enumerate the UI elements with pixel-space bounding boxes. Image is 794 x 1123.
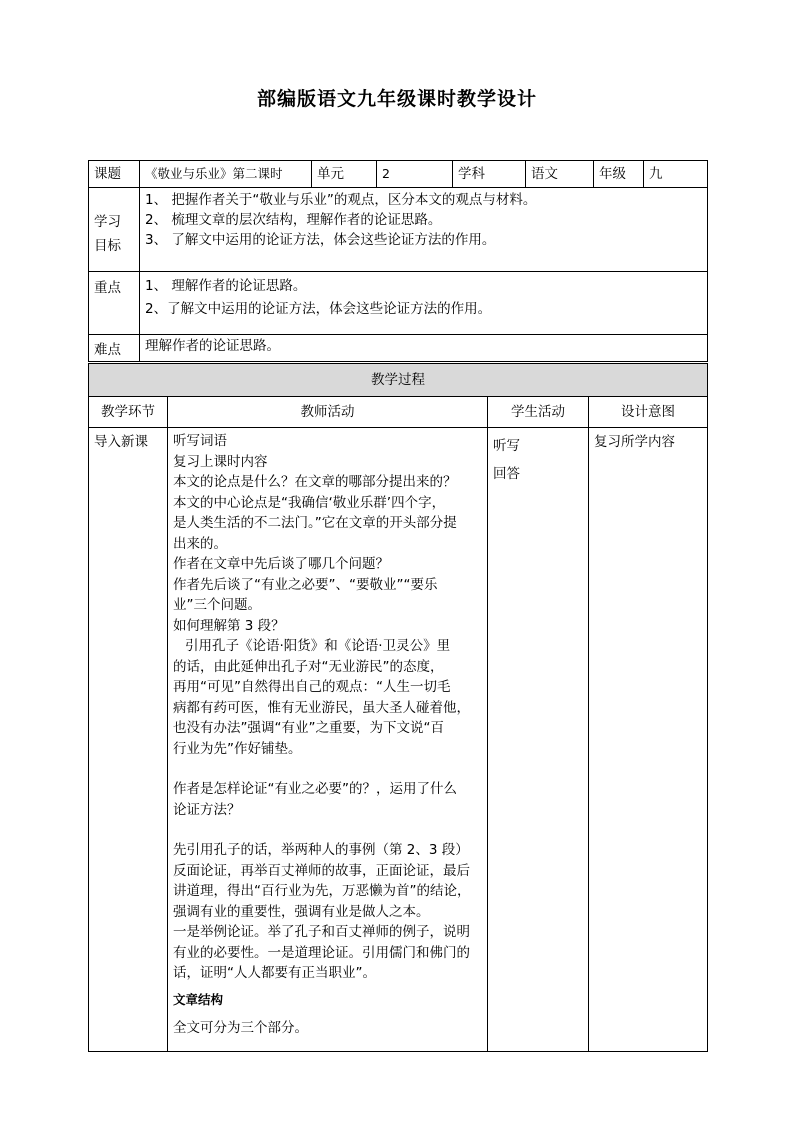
objective-item: 3、 了解文中运用的论证方法，体会这些论证方法的作用。 [145,232,496,248]
teacher-line: 复习上课时内容 [173,453,268,470]
student-line: 听写 [493,438,520,454]
col-student-header: 学生活动 [488,397,589,428]
teacher-line: 先引用孔子的话，举两种人的事例（第 2、3 段） [173,842,469,858]
objective-item: 2、 梳理文章的层次结构，理解作者的论证思路。 [145,212,442,228]
teacher-line: 作者先后谈了“有业之必要”、“要敬业”“要乐 [173,576,438,593]
key-points-label: 重点 [89,272,140,335]
teacher-line: 病都有药可医，惟有无业游民，虽大圣人碰着他， [173,699,470,716]
page-title: 部编版语文九年级课时教学设计 [256,88,537,110]
topic-value: 《敬业与乐业》第二课时 [140,161,312,188]
step-cell: 导入新课 [89,428,168,1052]
header-row [89,161,708,188]
teacher-line: 强调有业的重要性，强调有业是做人之本。 [173,903,430,920]
blank-line [173,1010,487,1018]
difficulty-row [89,335,708,362]
grade-label: 年级 [594,161,644,188]
teacher-line: 作者是怎样论证“有业之必要”的？，运用了什么 [173,781,457,797]
student-activity-cell [488,428,589,1052]
key-points-row [89,272,708,335]
student-line: 回答 [493,466,520,482]
key-point-item: 2、了解文中运用的论证方法，体会这些论证方法的作用。 [145,301,492,317]
objectives-row [89,188,708,272]
teacher-line: 讲道理，得出“百行业为先，万恶懒为首”的结论， [173,883,471,899]
intent-cell: 复习所学内容 [589,428,708,1052]
process-title-row [89,364,708,397]
teaching-process-table [88,363,708,1052]
teacher-line: 的话，由此延伸出孔子对“无业游民”的态度， [173,658,444,675]
process-section-title: 教学过程 [89,364,708,397]
key-points-content [140,272,708,335]
objectives-label-line: 学习 [94,214,121,230]
structure-heading: 文章结构 [173,991,224,1007]
teacher-activity-cell [168,428,488,1052]
teacher-line: 反面论证，再举百丈禅师的故事，正面论证，最后 [173,862,470,879]
difficulty-label: 难点 [89,335,140,362]
col-intent-header: 设计意图 [589,397,708,428]
teacher-line: 也没有办法”强调“有业”之重要，为下文说“百 [173,720,444,736]
blank-line [173,759,487,779]
objectives-label-line: 目标 [94,238,121,254]
objectives-content [140,188,708,272]
teacher-line: 业”三个问题。 [173,597,261,613]
objective-item: 1、 把握作者关于“敬业与乐业”的观点，区分本文的观点与材料。 [145,192,537,208]
key-point-item: 1、 理解作者的论证思路。 [145,278,307,294]
teacher-line: 出来的。 [173,535,227,552]
teacher-line: 如何理解第 3 段？ [173,617,285,634]
unit-label: 单元 [312,161,377,188]
process-header-row [89,397,708,428]
grade-value: 九 [644,161,708,188]
teacher-line: 一是举例论证。举了孔子和百丈禅师的例子，说明 [173,924,470,940]
subject-value: 语文 [526,161,594,188]
process-row-intro [89,428,708,1052]
teacher-line: 是人类生活的不二法门。”它在文章的开头部分提 [173,515,457,531]
teacher-line: 听写词语 [173,433,227,449]
blank-line [173,820,487,840]
subject-label: 学科 [453,161,526,188]
difficulty-text: 理解作者的论证思路。 [140,335,708,362]
teacher-line: 话，证明“人人都要有正当职业”。 [173,965,376,981]
col-step-header: 教学环节 [89,397,168,428]
teacher-line: 本文的论点是什么？在文章的哪部分提出来的？ [173,474,457,490]
teacher-line: 本文的中心论点是“我确信‘敬业乐群’四个字， [173,494,446,511]
topic-label: 课题 [89,161,140,188]
teacher-line: 论证方法？ [173,801,241,818]
teacher-line: 行业为先”作好铺垫。 [173,740,302,757]
teacher-line: 作者在文章中先后谈了哪几个问题？ [173,556,389,572]
col-teacher-header: 教师活动 [168,397,488,428]
teacher-line: 全文可分为三个部分。 [173,1020,308,1036]
objectives-label [89,188,140,272]
unit-value: 2 [377,161,453,188]
teacher-line: 引用孔子《论语·阳货》和《论语·卫灵公》里 [185,638,451,654]
lesson-info-table [88,160,708,362]
teacher-line: 有业的必要性。一是道理论证。引用儒门和佛门的 [173,944,470,961]
teacher-line: 再用“可见”自然得出自己的观点：“人生一切毛 [173,679,451,695]
